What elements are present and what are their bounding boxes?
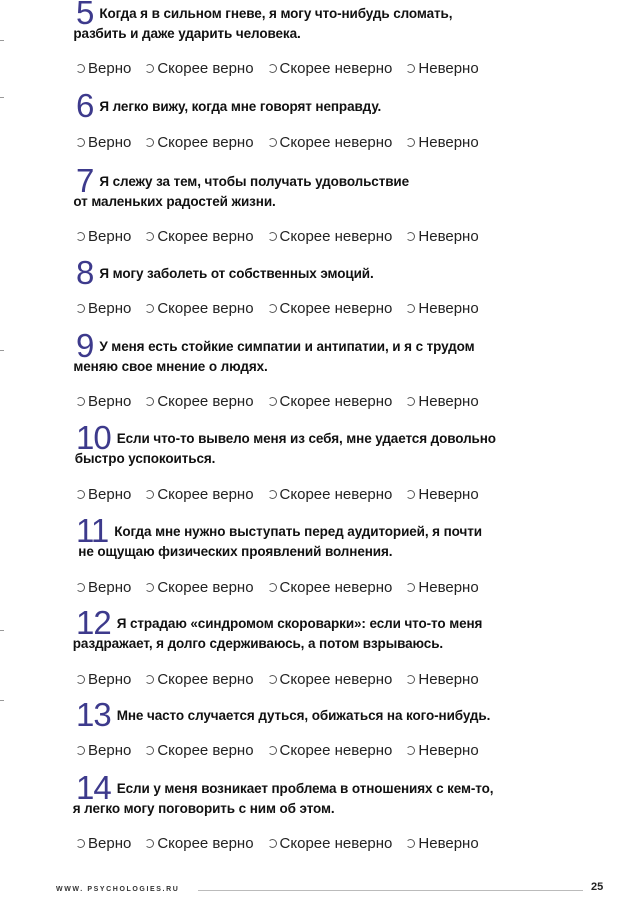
option-true[interactable] bbox=[76, 60, 131, 77]
radio-icon[interactable] bbox=[406, 746, 415, 755]
question-text-line: я легко могу поговорить с ним об этом. bbox=[72, 801, 335, 816]
option-label: Неверно bbox=[418, 60, 479, 77]
option-false[interactable] bbox=[406, 60, 478, 77]
option-false[interactable] bbox=[406, 742, 478, 759]
question-6-header bbox=[76, 87, 556, 124]
radio-icon[interactable] bbox=[406, 304, 415, 313]
option-label: Скорее верно bbox=[157, 835, 254, 852]
radio-icon[interactable] bbox=[145, 746, 154, 755]
radio-icon[interactable] bbox=[76, 138, 85, 147]
option-rather-false[interactable] bbox=[268, 835, 393, 852]
answer-options-8 bbox=[76, 300, 493, 317]
question-text bbox=[99, 258, 373, 284]
option-label: Верно bbox=[88, 742, 132, 759]
option-label: Скорее неверно bbox=[279, 671, 393, 688]
question-text bbox=[73, 166, 410, 212]
option-label: Скорее неверно bbox=[279, 134, 393, 151]
radio-icon[interactable] bbox=[76, 839, 85, 848]
option-label: Неверно bbox=[418, 579, 479, 596]
radio-icon[interactable] bbox=[268, 304, 277, 313]
option-label: Верно bbox=[88, 835, 132, 852]
option-label: Верно bbox=[88, 300, 132, 317]
option-rather-false[interactable] bbox=[268, 579, 393, 596]
option-false[interactable] bbox=[406, 228, 478, 245]
option-label: Скорее неверно bbox=[279, 486, 393, 503]
radio-icon[interactable] bbox=[406, 232, 415, 241]
question-number: 12 bbox=[76, 604, 111, 641]
option-rather-true[interactable] bbox=[145, 486, 253, 503]
option-false[interactable] bbox=[406, 671, 478, 688]
question-9-header bbox=[73, 327, 556, 377]
option-label: Неверно bbox=[418, 228, 479, 245]
question-text-line: Я слежу за тем, чтобы получать удовольствие bbox=[99, 174, 410, 189]
question-text bbox=[73, 0, 453, 44]
question-text-line: Я могу заболеть от собственных эмоций. bbox=[99, 266, 374, 281]
option-rather-true[interactable] bbox=[145, 300, 253, 317]
radio-icon[interactable] bbox=[406, 397, 415, 406]
radio-icon[interactable] bbox=[406, 583, 415, 592]
question-11-header bbox=[76, 512, 556, 562]
option-false[interactable] bbox=[406, 134, 478, 151]
radio-icon[interactable] bbox=[76, 746, 85, 755]
option-false[interactable] bbox=[406, 393, 478, 410]
radio-icon[interactable] bbox=[268, 583, 277, 592]
option-rather-true[interactable] bbox=[145, 671, 253, 688]
option-label: Скорее неверно bbox=[279, 579, 393, 596]
radio-icon[interactable] bbox=[406, 839, 415, 848]
option-rather-false[interactable] bbox=[268, 393, 393, 410]
option-label: Скорее верно bbox=[157, 579, 254, 596]
question-text-line: Я легко вижу, когда мне говорят неправду. bbox=[99, 99, 382, 114]
answer-options-13 bbox=[76, 742, 493, 759]
scan-edge-mark bbox=[0, 630, 4, 631]
option-label: Скорее верно bbox=[157, 742, 254, 759]
option-label: Верно bbox=[88, 134, 132, 151]
option-false[interactable] bbox=[406, 579, 478, 596]
option-true[interactable] bbox=[76, 228, 131, 245]
radio-icon[interactable] bbox=[76, 490, 85, 499]
option-rather-false[interactable] bbox=[268, 300, 393, 317]
question-12 bbox=[72, 604, 556, 688]
option-label: Верно bbox=[88, 228, 132, 245]
option-true[interactable] bbox=[76, 835, 131, 852]
option-label: Скорее неверно bbox=[279, 60, 393, 77]
radio-icon[interactable] bbox=[76, 232, 85, 241]
radio-icon[interactable] bbox=[406, 675, 415, 684]
question-7 bbox=[73, 162, 556, 245]
radio-icon[interactable] bbox=[268, 839, 277, 848]
question-6 bbox=[76, 87, 556, 151]
radio-icon[interactable] bbox=[145, 583, 154, 592]
answer-options-6 bbox=[76, 134, 493, 151]
option-rather-false[interactable] bbox=[268, 671, 393, 688]
radio-icon[interactable] bbox=[268, 232, 277, 241]
radio-icon[interactable] bbox=[145, 675, 154, 684]
option-label: Скорее верно bbox=[157, 486, 254, 503]
option-label: Скорее верно bbox=[157, 300, 254, 317]
option-false[interactable] bbox=[406, 835, 478, 852]
question-text-line: Когда мне нужно выступать перед аудиторией, я почти bbox=[114, 524, 482, 539]
question-10 bbox=[74, 419, 556, 503]
radio-icon[interactable] bbox=[145, 304, 154, 313]
radio-icon[interactable] bbox=[145, 64, 154, 73]
question-number: 13 bbox=[76, 696, 111, 733]
option-true[interactable] bbox=[76, 742, 131, 759]
option-label: Неверно bbox=[418, 300, 479, 317]
question-12-header bbox=[72, 604, 556, 654]
page-number: 25 bbox=[591, 881, 604, 893]
question-text-line: Если у меня возникает проблема в отношениях с кем-то, bbox=[116, 781, 494, 796]
question-text-line: Я страдаю «синдромом скороварки»: если что-то меня bbox=[116, 616, 483, 631]
scan-edge-mark bbox=[0, 97, 4, 98]
option-label: Скорее неверно bbox=[279, 228, 393, 245]
question-8 bbox=[76, 254, 556, 317]
radio-icon[interactable] bbox=[76, 675, 85, 684]
question-5 bbox=[73, 0, 556, 77]
question-text-line: не ощущаю физических проявлений волнения. bbox=[78, 544, 393, 559]
question-13-header bbox=[76, 696, 556, 733]
question-number: 14 bbox=[76, 769, 111, 806]
option-rather-true[interactable] bbox=[145, 835, 253, 852]
question-text bbox=[99, 91, 381, 117]
answer-options-10 bbox=[76, 486, 493, 503]
answer-options-5 bbox=[76, 60, 493, 77]
radio-icon[interactable] bbox=[268, 675, 277, 684]
option-label: Скорее неверно bbox=[279, 835, 393, 852]
answer-options-12 bbox=[76, 671, 493, 688]
radio-icon[interactable] bbox=[268, 746, 277, 755]
question-14 bbox=[72, 769, 556, 852]
option-rather-true[interactable] bbox=[145, 579, 253, 596]
option-rather-false[interactable] bbox=[268, 742, 393, 759]
answer-options-9 bbox=[76, 393, 493, 410]
scan-edge-mark bbox=[0, 40, 4, 41]
option-label: Неверно bbox=[418, 835, 479, 852]
answer-options-11 bbox=[76, 579, 493, 596]
question-9 bbox=[73, 327, 556, 410]
answer-options-7 bbox=[76, 228, 493, 245]
option-rather-false[interactable] bbox=[268, 486, 393, 503]
option-rather-true[interactable] bbox=[145, 228, 253, 245]
question-text bbox=[117, 700, 491, 726]
question-number: 8 bbox=[76, 254, 94, 291]
scan-edge-mark bbox=[0, 700, 4, 701]
option-label: Верно bbox=[88, 486, 132, 503]
radio-icon[interactable] bbox=[145, 839, 154, 848]
option-label: Скорее верно bbox=[157, 393, 254, 410]
radio-icon[interactable] bbox=[268, 397, 277, 406]
question-text-line: от маленьких радостей жизни. bbox=[73, 194, 276, 209]
question-5-header bbox=[73, 0, 556, 44]
option-label: Неверно bbox=[418, 134, 479, 151]
radio-icon[interactable] bbox=[76, 397, 85, 406]
option-rather-false[interactable] bbox=[268, 134, 393, 151]
option-label: Скорее верно bbox=[157, 228, 254, 245]
option-true[interactable] bbox=[76, 134, 131, 151]
footer-url: WWW. PSYCHOLOGIES.RU bbox=[56, 886, 180, 893]
option-label: Неверно bbox=[418, 486, 479, 503]
option-rather-true[interactable] bbox=[145, 742, 253, 759]
option-label: Скорее неверно bbox=[279, 742, 393, 759]
question-number: 10 bbox=[76, 419, 111, 456]
question-number: 7 bbox=[76, 162, 94, 199]
option-rather-true[interactable] bbox=[145, 393, 253, 410]
question-13 bbox=[76, 696, 556, 759]
radio-icon[interactable] bbox=[268, 138, 277, 147]
question-text-line: разбить и даже ударить человека. bbox=[73, 26, 301, 41]
option-label: Верно bbox=[88, 579, 132, 596]
question-number: 5 bbox=[76, 0, 94, 31]
option-label: Скорее верно bbox=[157, 134, 254, 151]
option-label: Скорее неверно bbox=[279, 300, 393, 317]
question-number: 9 bbox=[76, 327, 94, 364]
question-number: 6 bbox=[76, 87, 94, 124]
scan-edge-mark bbox=[0, 350, 4, 351]
option-label: Верно bbox=[88, 60, 132, 77]
option-rather-true[interactable] bbox=[145, 134, 253, 151]
radio-icon[interactable] bbox=[268, 490, 277, 499]
option-true[interactable] bbox=[76, 393, 131, 410]
radio-icon[interactable] bbox=[406, 64, 415, 73]
question-text-line: меняю свое мнение о людях. bbox=[73, 359, 268, 374]
question-text-line: Если что-то вывело меня из себя, мне удается довольно bbox=[116, 431, 496, 446]
option-false[interactable] bbox=[406, 486, 478, 503]
option-true[interactable] bbox=[76, 486, 131, 503]
question-7-header bbox=[73, 162, 556, 212]
question-text-line: быстро успокоиться. bbox=[74, 451, 216, 466]
radio-icon[interactable] bbox=[76, 583, 85, 592]
question-text-line: Когда я в сильном гневе, я могу что-нибудь сломать, bbox=[99, 6, 453, 21]
option-true[interactable] bbox=[76, 671, 131, 688]
option-label: Скорее верно bbox=[157, 60, 254, 77]
question-14-header bbox=[72, 769, 556, 819]
option-false[interactable] bbox=[406, 300, 478, 317]
radio-icon[interactable] bbox=[268, 64, 277, 73]
option-rather-false[interactable] bbox=[268, 60, 393, 77]
radio-icon[interactable] bbox=[145, 397, 154, 406]
option-label: Неверно bbox=[418, 742, 479, 759]
option-true[interactable] bbox=[76, 300, 131, 317]
radio-icon[interactable] bbox=[406, 138, 415, 147]
answer-options-14 bbox=[76, 835, 493, 852]
option-label: Верно bbox=[88, 671, 132, 688]
radio-icon[interactable] bbox=[406, 490, 415, 499]
option-label: Верно bbox=[88, 393, 132, 410]
question-text-line: Мне часто случается дуться, обижаться на кого-нибудь. bbox=[116, 708, 491, 723]
radio-icon[interactable] bbox=[145, 232, 154, 241]
radio-icon[interactable] bbox=[76, 64, 85, 73]
option-label: Неверно bbox=[418, 393, 479, 410]
radio-icon[interactable] bbox=[76, 304, 85, 313]
option-label: Неверно bbox=[418, 671, 479, 688]
question-8-header bbox=[76, 254, 556, 291]
radio-icon[interactable] bbox=[145, 490, 154, 499]
question-number: 11 bbox=[76, 512, 109, 549]
question-text bbox=[73, 331, 475, 377]
question-11 bbox=[76, 512, 556, 596]
radio-icon[interactable] bbox=[145, 138, 154, 147]
option-rather-false[interactable] bbox=[268, 228, 393, 245]
question-text-line: У меня есть стойкие симпатии и антипатии, и я с трудом bbox=[99, 339, 475, 354]
option-label: Скорее верно bbox=[157, 671, 254, 688]
question-text-line: раздражает, я долго сдерживаюсь, а потом взрываюсь. bbox=[72, 636, 444, 651]
footer-divider bbox=[198, 890, 583, 891]
option-true[interactable] bbox=[76, 579, 131, 596]
option-rather-true[interactable] bbox=[145, 60, 253, 77]
option-label: Скорее неверно bbox=[279, 393, 393, 410]
question-10-header bbox=[74, 419, 556, 469]
